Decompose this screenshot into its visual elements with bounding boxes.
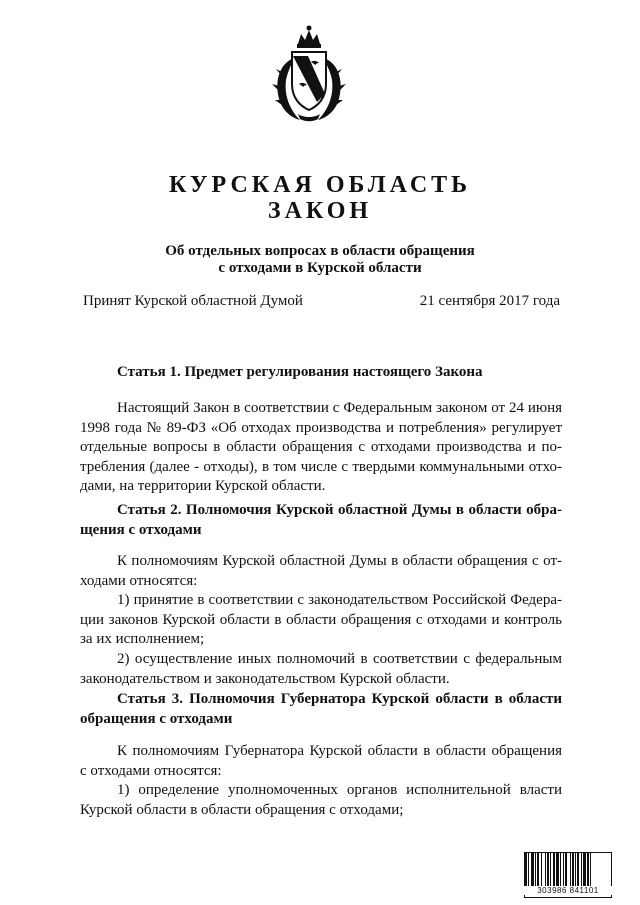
- article-1-heading: [80, 363, 562, 383]
- body-line: К полномочиям Губернатора Курской области в области обращения: [117, 743, 562, 759]
- article-2-item-1: [80, 591, 562, 650]
- body-line: К полномочиям Курской областной Думы в области обращения с от-: [117, 553, 562, 569]
- law-subject-line: Об отдельных вопросах в области обращения: [165, 243, 475, 259]
- article-1-body: [80, 399, 562, 497]
- heading-line: обращения с отходами: [80, 710, 233, 727]
- body-line: 2) осуществление иных полномочий в соответствии с федеральным: [117, 651, 562, 667]
- body-line: за их исполнением;: [80, 631, 205, 647]
- coat-of-arms-icon: [268, 22, 350, 124]
- heading-line: Статья 2. Полномочия Курской областной Думы в области обра-: [117, 502, 562, 518]
- heading-line: щения с отходами: [80, 521, 202, 538]
- body-line: Курской области в области обращения с отходами;: [80, 801, 404, 818]
- body-line: Настоящий Закон в соответствии с Федеральным законом от 24 июня: [117, 400, 562, 416]
- article-3-intro: [80, 742, 562, 781]
- body-line: 1) определение уполномоченных органов исполнительной власти: [117, 782, 562, 798]
- body-line: требления (далее - отходы), в том числе с твердыми коммунальными отхо-: [80, 458, 562, 475]
- body-line: дами, на территории Курской области.: [80, 478, 326, 494]
- article-3-heading: [80, 690, 562, 729]
- body-line: 1998 года № 89-ФЗ «Об отходах производства и потребления» регулирует: [80, 419, 562, 436]
- body-line: с отходами относятся:: [80, 762, 222, 779]
- barcode-number: 303986 841101: [524, 886, 612, 895]
- law-subject: [0, 243, 640, 277]
- article-2-heading: [80, 501, 562, 540]
- body-line: законодательством и законодательством Курской области.: [80, 670, 450, 687]
- body-line: 1) принятие в соответствии с законодательством Российской Федера-: [117, 592, 562, 608]
- law-subject-line: с отходами в Курской области: [218, 260, 422, 276]
- adoption-date: 21 сентября 2017 года: [419, 293, 560, 309]
- heading-line: Статья 3. Полномочия Губернатора Курской области в области: [117, 691, 562, 707]
- body-line: ции законов Курской области в области обращения с отходами и контроль: [80, 611, 562, 628]
- adopted-by: Принят Курской областной Думой: [83, 293, 303, 309]
- region-title: КУРСКАЯ ОБЛАСТЬ: [168, 172, 472, 198]
- heading-line: Статья 1. Предмет регулирования настоящего Закона: [117, 364, 483, 380]
- article-3-item-1: [80, 781, 562, 820]
- body-line: ходами относятся:: [80, 572, 198, 589]
- document-type: ЗАКОН: [267, 198, 373, 224]
- body-line: отдельные вопросы в области обращения с отходами производства и по-: [80, 439, 562, 455]
- article-2-intro: [80, 552, 562, 591]
- article-2-item-2: [80, 650, 562, 689]
